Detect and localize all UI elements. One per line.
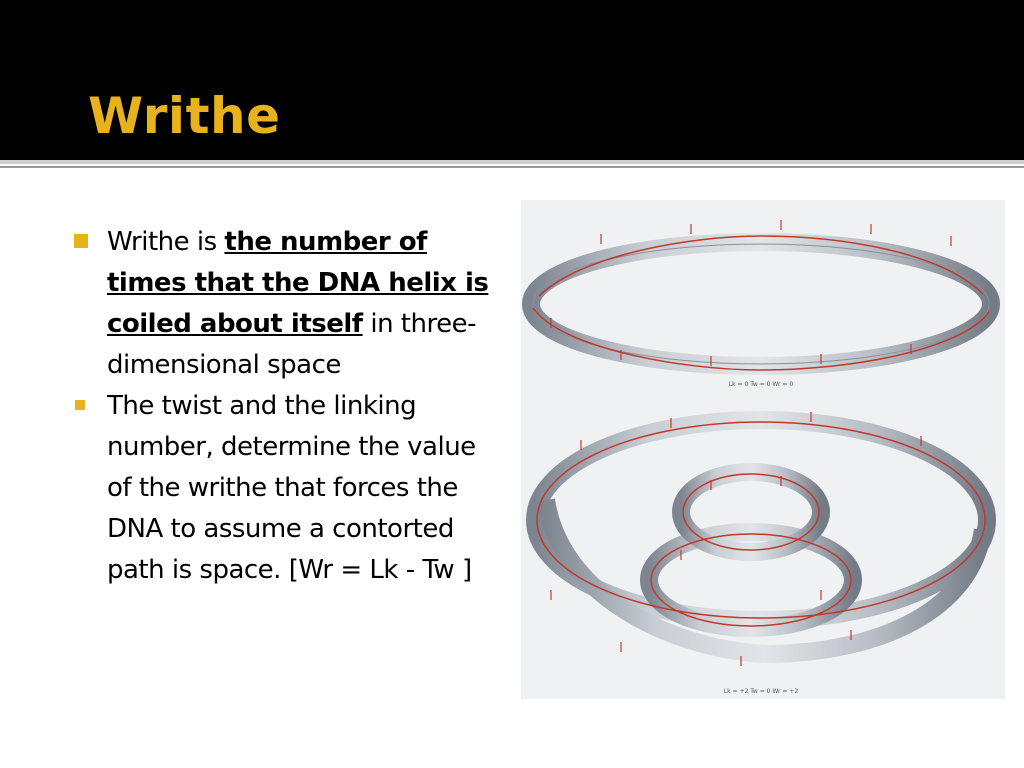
bullet-text: The twist and the linking number, determine the value of the writhe that forces the DNA to assume a contorted path is space. [Wr = Lk - Tw ]: [107, 391, 476, 585]
title-divider-secondary: [0, 166, 1024, 168]
title-bar: [0, 0, 1024, 160]
bottom-figure-caption: Lk = +2 Tw = 0 Wr = +2: [723, 688, 799, 695]
bullet-item: [74, 222, 494, 386]
bullet-square-icon: [75, 400, 85, 410]
bullet-item: [74, 386, 494, 591]
dna-ribbon-figure: [521, 200, 1005, 699]
bullet-text-lead: Writhe is: [107, 227, 225, 257]
bullet-text-tail: in three-dimensional space: [107, 309, 476, 380]
bullet-square-icon: [74, 234, 88, 248]
relaxed-ribbon: [531, 220, 991, 370]
bullet-text: [107, 222, 494, 386]
slide-title: Writhe: [88, 87, 281, 145]
title-divider: [0, 160, 1024, 164]
bullet-list: [74, 222, 494, 591]
top-figure-caption: Lk = 0 Tw = 0 Wr = 0: [728, 381, 794, 388]
bullet-text-emphasis: the number of times that the DNA helix is coiled about itself: [107, 227, 489, 339]
dna-ribbon-illustration: [521, 200, 1005, 699]
supercoiled-ribbon: [535, 412, 987, 666]
